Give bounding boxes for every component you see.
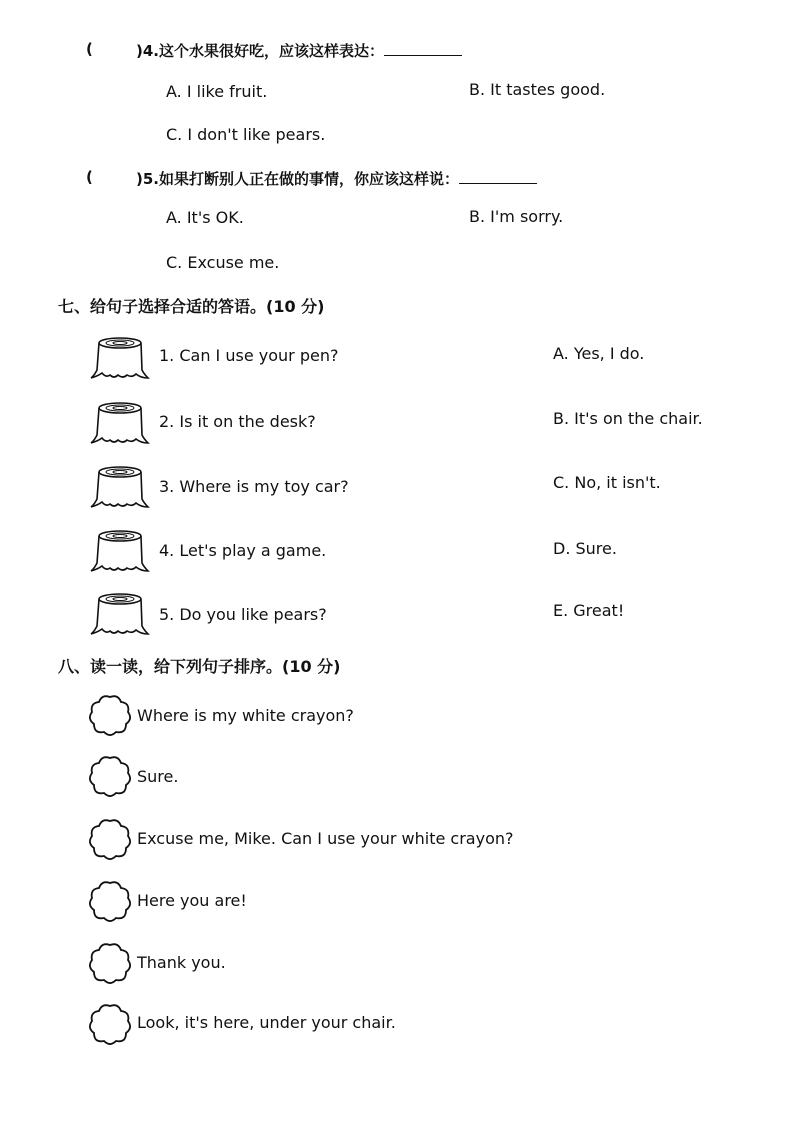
answer-blank-q5[interactable] <box>459 182 537 184</box>
s7-answer-d: D. Sure. <box>553 539 617 558</box>
s8-sentence-1: Where is my white crayon? <box>137 706 354 725</box>
s7-question-1: 1. Can I use your pen? <box>159 346 339 365</box>
tree-stump-icon[interactable] <box>90 336 156 382</box>
s7-question-2: 2. Is it on the desk? <box>159 412 316 431</box>
q4-option-b: B. It tastes good. <box>469 80 606 99</box>
flower-answer-icon[interactable] <box>88 754 132 798</box>
flower-answer-icon[interactable] <box>88 1002 132 1046</box>
flower-answer-icon[interactable] <box>88 693 132 737</box>
answer-paren-q4[interactable]: ( <box>86 40 93 58</box>
q5-option-a: A. It's OK. <box>166 208 244 227</box>
q5-option-b: B. I'm sorry. <box>469 207 564 226</box>
s7-answer-e: E. Great! <box>553 601 625 620</box>
s7-question-5: 5. Do you like pears? <box>159 605 327 624</box>
section7-title: 七、给句子选择合适的答语。(10 分) <box>58 297 325 316</box>
flower-answer-icon[interactable] <box>88 879 132 923</box>
q4-option-c: C. I don't like pears. <box>166 125 326 144</box>
s8-sentence-5: Thank you. <box>137 953 226 972</box>
s7-answer-a: A. Yes, I do. <box>553 344 645 363</box>
s8-sentence-4: Here you are! <box>137 891 247 910</box>
flower-answer-icon[interactable] <box>88 817 132 861</box>
s8-sentence-6: Look, it's here, under your chair. <box>137 1013 396 1032</box>
s7-answer-b: B. It's on the chair. <box>553 409 703 428</box>
question-4-label: )4.这个水果很好吃，应该这样表达： <box>136 40 462 61</box>
tree-stump-icon[interactable] <box>90 529 156 575</box>
answer-blank-q4[interactable] <box>384 54 462 56</box>
tree-stump-icon[interactable] <box>90 592 156 638</box>
s8-sentence-3: Excuse me, Mike. Can I use your white crayon? <box>137 829 514 848</box>
q5-option-c: C. Excuse me. <box>166 253 280 272</box>
section8-title: 八、读一读，给下列句子排序。(10 分) <box>58 657 341 676</box>
tree-stump-icon[interactable] <box>90 401 156 447</box>
s7-question-4: 4. Let's play a game. <box>159 541 327 560</box>
q4-option-a: A. I like fruit. <box>166 82 268 101</box>
s7-question-3: 3. Where is my toy car? <box>159 477 349 496</box>
tree-stump-icon[interactable] <box>90 465 156 511</box>
question-5-label: )5.如果打断别人正在做的事情，你应该这样说： <box>136 168 537 189</box>
s8-sentence-2: Sure. <box>137 767 179 786</box>
answer-paren-q5[interactable]: ( <box>86 168 93 186</box>
flower-answer-icon[interactable] <box>88 941 132 985</box>
s7-answer-c: C. No, it isn't. <box>553 473 661 492</box>
